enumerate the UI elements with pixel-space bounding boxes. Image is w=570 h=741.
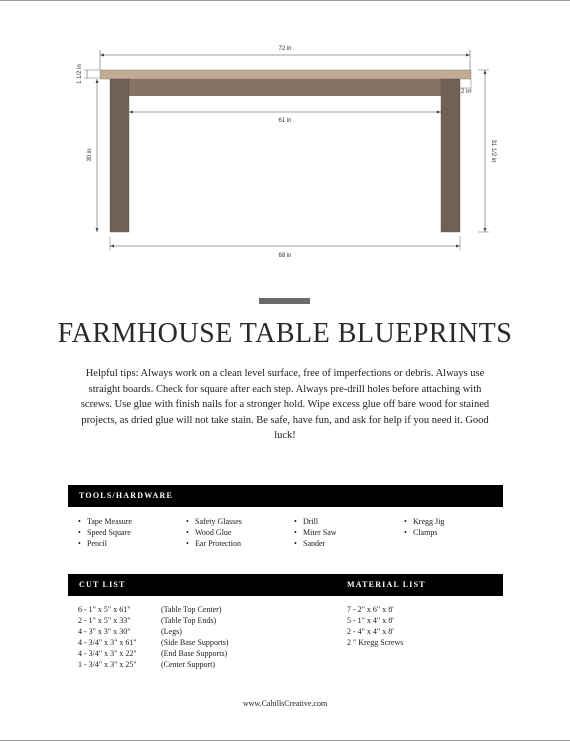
tools-column-2 xyxy=(186,516,242,549)
tool-item: • Pencil xyxy=(78,538,132,549)
tools-header-band xyxy=(68,485,503,507)
cut-list-row xyxy=(78,604,222,615)
cut-description: (Table Top Ends) xyxy=(161,616,217,625)
tool-item: • Drill xyxy=(294,516,337,527)
material-item: 5 - 1" x 4" x 8' xyxy=(347,616,394,625)
helpful-tips: Helpful tips: Always work on a clean level surface, free of imperfections or debris. Always use straight boards. Check for square after each step. Always pre-drill holes before attaching with screws. Use glue with finish nails for a stronger hold. Wipe excess glue off bare wood for stained projects, as dried glue will not take stain. Be safe, have fun, and ask for help if you need it. Good luck! xyxy=(80,368,490,441)
tools-heading: TOOLS/HARDWARE xyxy=(79,491,174,500)
dim-total-height: 31 1/2 in xyxy=(490,139,496,163)
material-item: 2 " Kregg Screws xyxy=(347,638,404,647)
cut-list-row xyxy=(78,637,229,648)
cut-dimensions: 4 - 3" x 3" x 30" xyxy=(78,627,131,636)
cut-dimensions: 4 - 3/4" x 3" x 61" xyxy=(78,638,137,647)
dim-base-length: 68 in xyxy=(278,253,292,259)
page-title: FARMHOUSE TABLE BLUEPRINTS xyxy=(57,318,513,349)
cut-list-row xyxy=(78,626,182,637)
dim-top-width: 72 in xyxy=(278,46,292,52)
cut-dimensions: 4 - 3/4" x 3" x 22" xyxy=(78,649,137,658)
table-apron xyxy=(110,79,460,96)
cut-description: (Center Support) xyxy=(161,660,215,669)
material-list-heading: MATERIAL LIST xyxy=(347,580,426,589)
cut-description: (Side Base Supports) xyxy=(161,638,229,647)
table-blueprint-drawing xyxy=(0,0,570,290)
tool-item: • Tape Measure xyxy=(78,516,132,527)
tools-column-3 xyxy=(294,516,337,549)
tool-item: • Wood Glue xyxy=(186,527,242,538)
tool-item: • Kregg Jig xyxy=(404,516,444,527)
table-top xyxy=(100,70,471,79)
cut-dimensions: 1 - 3/4" x 3" x 25" xyxy=(78,660,137,669)
table-leg-left xyxy=(110,79,129,232)
tool-item: • Ear Protection xyxy=(186,538,242,549)
tool-item: • Speed Square xyxy=(78,527,132,538)
cut-list-row xyxy=(78,648,228,659)
title-accent-bar xyxy=(259,298,310,304)
material-item: 7 - 2" x 6" x 8' xyxy=(347,605,394,614)
cut-description: (Legs) xyxy=(161,627,182,636)
cut-list-heading: CUT LIST xyxy=(79,580,126,589)
tool-item: • Sander xyxy=(294,538,337,549)
cut-dimensions: 6 - 1" x 5" x 61" xyxy=(78,605,131,614)
tool-item: • Safety Glasses xyxy=(186,516,242,527)
cut-description: (Table Top Center) xyxy=(161,605,222,614)
footer-website: www.CahillsCreative.com xyxy=(242,699,328,708)
dim-top-thickness: 1 1/2 in xyxy=(77,64,83,84)
cut-material-header-band xyxy=(68,574,503,596)
material-list xyxy=(347,604,403,648)
table-leg-right xyxy=(441,79,460,232)
tool-item: • Miter Saw xyxy=(294,527,337,538)
cut-list xyxy=(78,604,229,670)
tool-item: • Clamps xyxy=(404,527,444,538)
cut-list-row xyxy=(78,615,217,626)
tools-column-1 xyxy=(78,516,132,549)
cut-list-row xyxy=(78,659,215,670)
dim-leg-height: 30 in xyxy=(87,148,93,162)
dim-overhang: 2 in xyxy=(461,89,471,95)
cut-description: (End Base Supports) xyxy=(161,649,228,658)
cut-dimensions: 2 - 1" x 5" x 33" xyxy=(78,616,131,625)
material-item: 2 - 4" x 4" x 8' xyxy=(347,627,394,636)
dim-inner-span: 61 in xyxy=(278,118,292,124)
tools-column-4 xyxy=(404,516,444,538)
